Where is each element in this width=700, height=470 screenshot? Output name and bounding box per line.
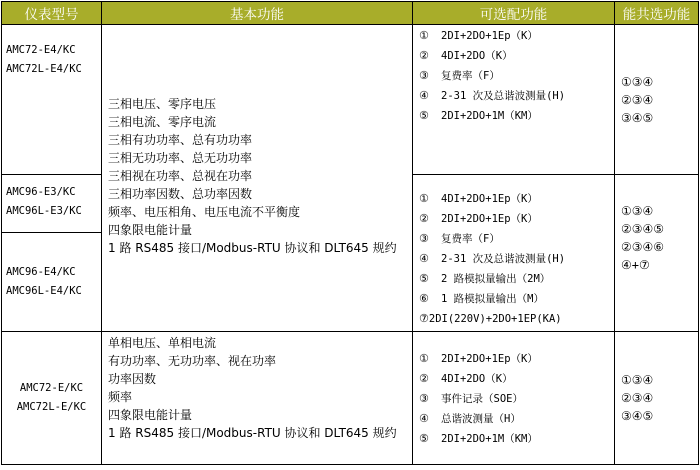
function-table [1, 1, 699, 465]
model-name: AMC96-E4/KC [6, 266, 76, 278]
basic-function-item: 功率因数 [108, 372, 157, 386]
optional-item: ④ 总谐波测量（H） [419, 411, 521, 425]
combo-cell-amc72-e4 [615, 25, 699, 175]
combo-cell-amc96 [615, 175, 699, 332]
header-model: 仪表型号 [2, 2, 102, 25]
basic-function-item: 频率 [108, 390, 133, 404]
combo-item: ②③④ [621, 391, 654, 405]
optional-item: ③ 复费率（F） [419, 69, 500, 82]
optional-item: ② 2DI+2DO+1Ep（K） [419, 212, 538, 225]
basic-function-item: 三相功率因数、总功率因数 [108, 187, 253, 201]
basic-functions-three-phase [102, 25, 413, 332]
model-name: AMC72L-E/KC [16, 401, 87, 413]
model-cell-amc96-e4 [2, 233, 102, 332]
combo-item: ②③④⑥ [621, 240, 665, 254]
optional-functions-amc72-e4 [413, 25, 615, 175]
optional-functions-amc72-e [413, 332, 615, 465]
basic-function-item: 三相视在功率、总视在功率 [108, 169, 253, 183]
optional-item: ⑤ 2DI+2DO+1M（KM） [419, 109, 538, 122]
basic-function-item: 单相电压、单相电流 [108, 336, 217, 350]
header-combo: 能共选功能 [615, 2, 699, 25]
header-row [2, 2, 699, 25]
model-name: AMC72-E/KC [19, 382, 84, 394]
optional-item: ④ 2-31 次及总谐波测量(H) [419, 252, 566, 265]
combo-item: ②③④⑤ [621, 222, 665, 236]
basic-function-item: 四象限电能计量 [108, 408, 193, 422]
function-table-sheet [1, 1, 698, 468]
optional-item: ③ 事件记录（SOE） [419, 391, 523, 405]
header-basic: 基本功能 [102, 2, 413, 25]
optional-functions-amc96 [413, 175, 615, 332]
basic-function-item: 频率、电压相角、电压电流不平衡度 [108, 205, 301, 219]
model-name: AMC96L-E4/KC [6, 285, 82, 297]
optional-item: ① 2DI+2DO+1Ep（K） [419, 29, 538, 42]
model-name: AMC96-E3/KC [6, 186, 76, 198]
model-name: AMC72-E4/KC [6, 44, 76, 56]
basic-function-item: 1 路 RS485 接口/Modbus-RTU 协议和 DLT645 规约 [108, 426, 397, 440]
model-cell-amc96-e3 [2, 175, 102, 233]
basic-function-item: 有功功率、无功功率、视在功率 [108, 354, 277, 368]
optional-item: ① 4DI+2DO+1Ep（K） [419, 192, 538, 205]
optional-item: ① 2DI+2DO+1Ep（K） [419, 351, 538, 365]
basic-function-item: 1 路 RS485 接口/Modbus-RTU 协议和 DLT645 规约 [108, 241, 397, 255]
optional-item: ⑥ 1 路模拟量输出（M） [419, 292, 544, 305]
optional-item: ② 4DI+2DO（K） [419, 371, 513, 385]
combo-cell-amc72-e [615, 332, 699, 465]
combo-item: ②③④ [621, 92, 654, 107]
combo-item: ①③④ [621, 74, 654, 89]
optional-item: ② 4DI+2DO（K） [419, 49, 513, 62]
combo-item: ①③④ [621, 204, 654, 218]
table-row-amc72-e4 [2, 25, 699, 175]
basic-function-item: 三相无功功率、总无功功率 [108, 151, 253, 165]
optional-item: ⑦2DI(220V)+2DO+1EP(KA) [419, 312, 562, 325]
basic-functions-single-phase [102, 332, 413, 465]
model-name: AMC96L-E3/KC [6, 205, 82, 217]
basic-function-item: 三相电流、零序电流 [108, 115, 217, 129]
table-row-amc72-e [2, 332, 699, 465]
basic-function-item: 四象限电能计量 [108, 223, 193, 237]
basic-function-item: 三相电压、零序电压 [108, 97, 217, 111]
optional-item: ④ 2-31 次及总谐波测量(H) [419, 89, 566, 102]
optional-item: ⑤ 2 路模拟量输出（2M） [419, 272, 551, 285]
optional-item: ③ 复费率（F） [419, 232, 500, 245]
optional-item: ⑤ 2DI+2DO+1M（KM） [419, 431, 538, 445]
model-name: AMC72L-E4/KC [6, 63, 82, 75]
combo-item: ③④⑤ [621, 110, 654, 125]
combo-item: ③④⑤ [621, 409, 654, 423]
combo-item: ④+⑦ [621, 258, 650, 272]
model-cell-amc72-e [2, 332, 102, 465]
combo-item: ①③④ [621, 373, 654, 387]
basic-function-item: 三相有功功率、总有功功率 [108, 133, 253, 147]
header-optional: 可选配功能 [413, 2, 615, 25]
model-cell-amc72-e4 [2, 25, 102, 175]
